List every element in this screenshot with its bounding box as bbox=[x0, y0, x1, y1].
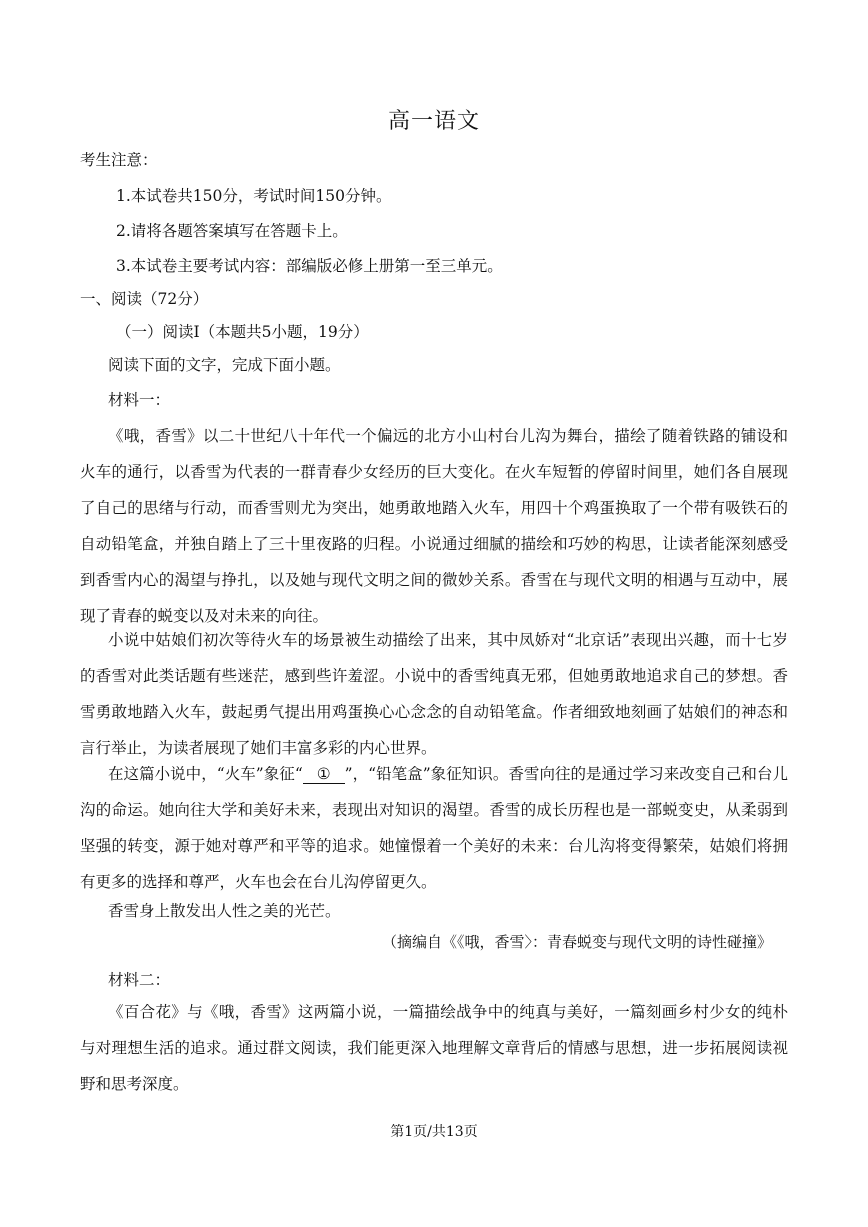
page-title: 高一语文 bbox=[387, 109, 480, 134]
notice-item-2: 2.请将各题答案填写在答题卡上。 bbox=[116, 222, 348, 240]
subsection-heading: （一）阅读Ⅰ（本题共5小题，19分） bbox=[116, 323, 369, 341]
material1-paragraph-3 bbox=[80, 756, 788, 900]
paragraph-text: ”，“铅笔盒”象征知识。香雪向往的是通过学习来改变自己和台儿沟的命运。她向往大学和美好未来，表现出对知识的渴望。香雪的成长历程也是一部蜕变史，从柔弱到坚强的转变，源于她对尊严和平等的追求。她憧憬着一个美好的未来：台儿沟将变得繁荣，姑娘们将拥有更多的选择和尊严，火车也会在台儿沟停留更久。 bbox=[80, 765, 788, 891]
source-citation: （摘编自《《哦，香雪〉：青春蜕变与现代文明的诗性碰撞》 bbox=[381, 933, 772, 951]
section-heading: 一、阅读（72分） bbox=[80, 290, 209, 308]
material1-paragraph-1: 《哦，香雪》以二十世纪八十年代一个偏远的北方小山村台儿沟为舞台，描绘了随着铁路的铺设和火车的通行，以香雪为代表的一群青春少女经历的巨大变化。在火车短暂的停留时间里，她们各自展现了自己的思绪与行动，而香雪则尤为突出，她勇敢地踏入火车，用四十个鸡蛋换取了一个带有吸铁石的自动铅笔盒，并独自踏上了三十里夜路的归程。小说通过细腻的描绘和巧妙的构思，让读者能深刻感受到香雪内心的渴望与挣扎，以及她与现代文明之间的微妙关系。香雪在与现代文明的相遇与互动中，展现了青春的蜕变以及对未来的向往。 bbox=[80, 427, 788, 625]
instruction-text: 阅读下面的文字，完成下面小题。 bbox=[108, 356, 341, 374]
material1-paragraph-2: 小说中姑娘们初次等待火车的场景被生动描绘了出来，其中凤娇对“北京话”表现出兴趣，而十七岁的香雪对此类话题有些迷茫，感到些许羞涩。小说中的香雪纯真无邪，但她勇敢地追求自己的梦想。香雪勇敢地踏入火车，鼓起勇气提出用鸡蛋换心心念念的自动铅笔盒。作者细致地刻画了姑娘们的神态和言行举止，为读者展现了她们丰富多彩的内心世界。 bbox=[80, 631, 788, 757]
material1-paragraph-4: 香雪身上散发出人性之美的光芒。 bbox=[108, 902, 341, 920]
notice-item-1: 1.本试卷共150分，考试时间150分钟。 bbox=[116, 187, 392, 205]
notice-item-3: 3.本试卷主要考试内容：部编版必修上册第一至三单元。 bbox=[116, 257, 503, 275]
material2-paragraph: 《百合花》与《哦，香雪》这两篇小说，一篇描绘战争中的纯真与美好，一篇刻画乡村少女的纯朴与对理想生活的追求。通过群文阅读，我们能更深入地理解文章背后的情感与思想，进一步拓展阅读视野和思考深度。 bbox=[80, 1003, 788, 1093]
material2-label: 材料二： bbox=[108, 971, 171, 989]
fill-blank: ① bbox=[303, 765, 345, 784]
material1-label: 材料一： bbox=[108, 391, 171, 409]
notice-label: 考生注意： bbox=[80, 151, 158, 169]
page-footer: 第1页/共13页 bbox=[390, 1124, 478, 1140]
paragraph-text: 在这篇小说中，“火车”象征“ bbox=[108, 765, 303, 783]
